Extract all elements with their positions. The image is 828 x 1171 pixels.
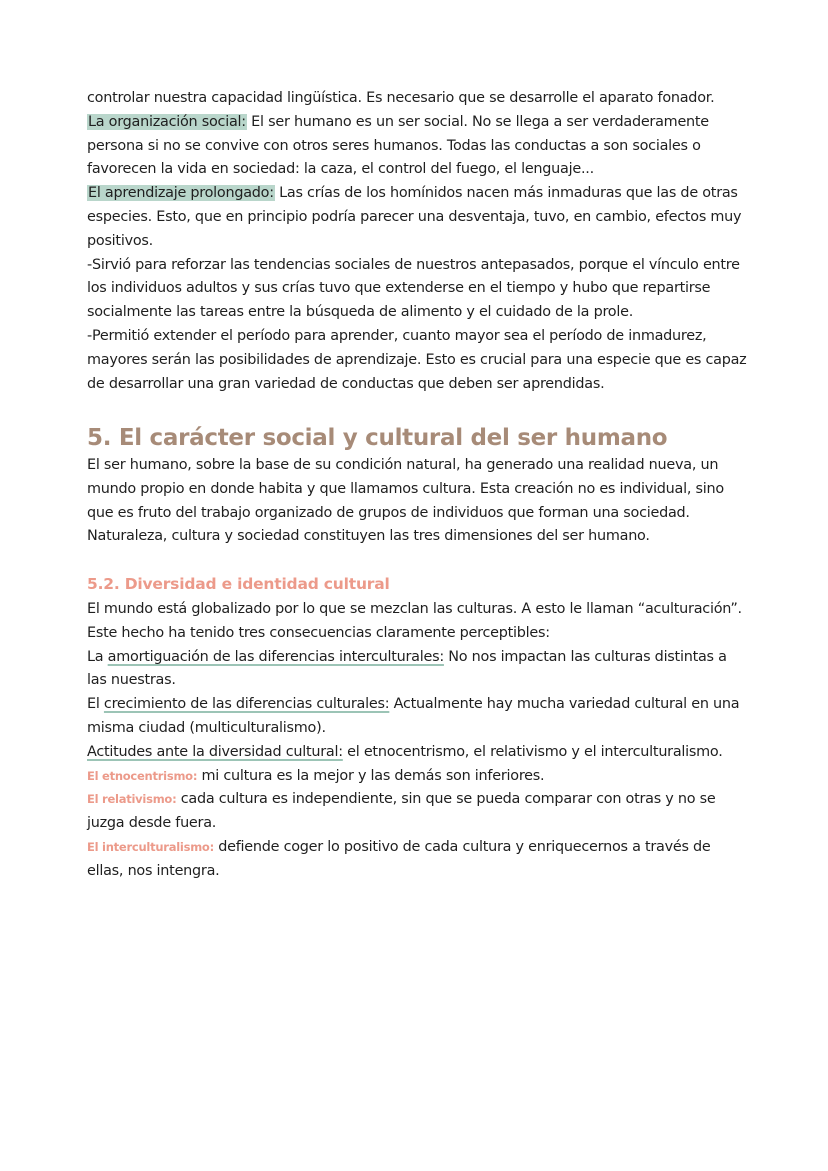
interculturalismo-label: El interculturalismo:	[87, 839, 214, 854]
bullet-sirvio: -Sirvió para reforzar las tendencias sociales de nuestros antepasados, porque el vínculo entre los individuos adultos y sus crías tuvo que extenderse en el tiempo y hubo que repartirse socialmente las tareas entre la búsqueda de alimento y el cuidado de la prole.	[87, 256, 740, 321]
crecimiento-text: Actualmente hay mucha variedad cultural en una misma ciudad (multiculturalismo).	[87, 696, 740, 736]
aprendizaje-label: El aprendizaje prolongado:	[88, 185, 274, 202]
bullet-permitio: -Permitió extender el período para aprender, cuanto mayor sea el período de inmadurez, mayores serán las posibilidades de aprendizaje. Esto es crucial para una especie que es capaz de desarrollar una gran variedad de conductas que deben ser aprendidas.	[87, 327, 747, 392]
actitudes-text: el etnocentrismo, el relativismo y el interculturalismo.	[342, 743, 723, 760]
aprendizaje-text: Las crías de los homínidos nacen más inmaduras que las de otras especies. Esto, que en principio podría parecer una desventaja, tuvo, en cambio, efectos muy positivos.	[87, 185, 742, 249]
top-text-block	[87, 87, 747, 396]
section-5-2-body	[87, 598, 747, 884]
etnocentrismo-paragraph	[87, 765, 747, 789]
organizacion-social-label: La organización social:	[88, 113, 246, 130]
relativismo-label: El relativismo:	[87, 792, 177, 807]
intro-line: controlar nuestra capacidad lingüística. Es necesario que se desarrolle el aparato fonador.	[87, 90, 715, 106]
crecimiento-paragraph	[87, 693, 747, 741]
crecimiento-prefix: El	[87, 696, 104, 713]
aprendizaje-paragraph	[87, 182, 747, 253]
organizacion-social-paragraph	[87, 111, 747, 182]
etnocentrismo-label: El etnocentrismo:	[87, 768, 198, 783]
crecimiento-label: crecimiento de las diferencias culturales:	[103, 696, 390, 713]
amortiguacion-paragraph	[87, 646, 747, 694]
amortiguacion-label: amortiguación de las diferencias interculturales:	[107, 648, 444, 665]
relativismo-text: cada cultura es independiente, sin que se pueda comparar con otras y no se juzga desde fuera.	[87, 791, 716, 832]
consecuencias-line: Este hecho ha tenido tres consecuencias claramente perceptibles:	[87, 624, 550, 641]
organizacion-social-text: El ser humano es un ser social. No se llega a ser verdaderamente persona si no se convive con otros seres humanos. Todas las conductas a son sociales o favorecen la vida en sociedad: la caza, el control del fuego, el lenguaje...	[87, 113, 709, 178]
section-5-heading: 5. El carácter social y cultural del ser humano	[87, 425, 668, 451]
amortiguacion-text: No nos impactan las culturas distintas a las nuestras.	[87, 648, 727, 689]
actitudes-label: Actitudes ante la diversidad cultural:	[87, 743, 343, 760]
interculturalismo-text: defiende coger lo positivo de cada cultura y enriquecernos a través de ellas, nos intengra.	[87, 838, 711, 879]
amortiguacion-prefix: La	[87, 648, 108, 665]
globalizacion-line: El mundo está globalizado por lo que se mezclan las culturas. A esto le llaman “aculturación”.	[87, 601, 742, 617]
etnocentrismo-text: mi cultura es la mejor y las demás son inferiores.	[197, 767, 545, 784]
section-5-2-heading: 5.2. Diversidad e identidad cultural	[87, 575, 390, 593]
section-5-paragraph: El ser humano, sobre la base de su condición natural, ha generado una realidad nueva, un mundo propio en donde habita y que llamamos cultura. Esta creación no es individual, sino que es fruto del trabajo organizado de grupos de individuos que forman una sociedad. Naturaleza, cultura y sociedad constituyen las tres dimensiones del ser humano.	[87, 457, 724, 545]
actitudes-paragraph	[87, 741, 747, 765]
interculturalismo-paragraph	[87, 836, 747, 884]
relativismo-paragraph	[87, 788, 747, 836]
